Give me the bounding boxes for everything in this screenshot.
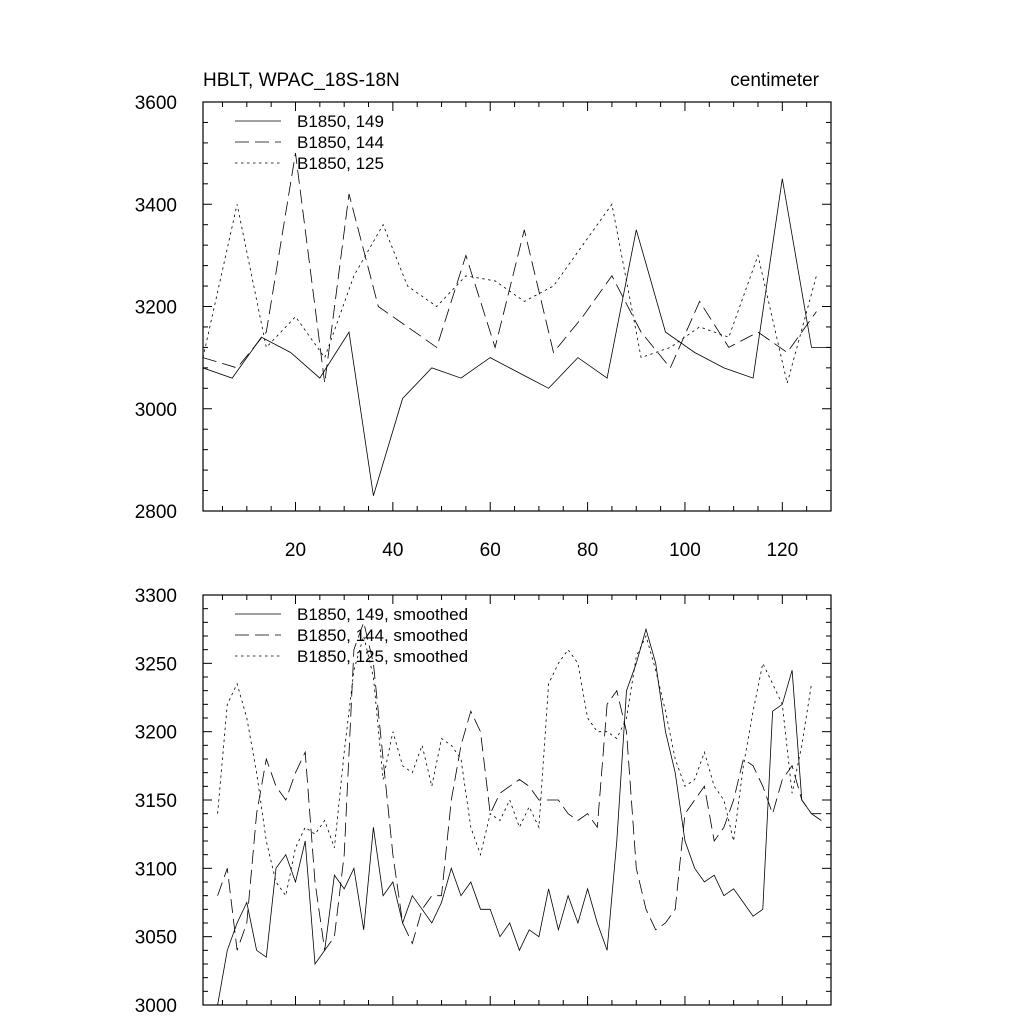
bottom-y-tick-label: 3150 — [134, 791, 177, 812]
top-chart-units: centimeter — [730, 70, 819, 91]
top-y-tick-label: 3000 — [134, 399, 177, 421]
bottom-panel — [135, 586, 831, 1017]
top-x-tick-label: 20 — [284, 540, 307, 561]
top-y-tick-label: 2800 — [134, 502, 177, 523]
top-y-tick-label: 3600 — [134, 93, 177, 114]
top-series-line-2 — [203, 153, 816, 383]
top-x-tick-label: 40 — [382, 540, 404, 561]
top-legend-label-1: B1850, 149 — [297, 112, 384, 131]
top-chart-title: HBLT, WPAC_18S-18N — [203, 70, 400, 91]
bottom-legend-label-2: B1850, 144, smoothed — [297, 626, 469, 645]
bottom-series-line-2 — [218, 622, 822, 950]
bottom-y-tick-label: 3250 — [134, 654, 177, 676]
bottom-legend-label-1: B1850, 149, smoothed — [297, 605, 469, 624]
top-series-line-1 — [203, 179, 831, 496]
top-panel — [135, 70, 831, 561]
top-legend-label-3: B1850, 125 — [297, 154, 384, 173]
top-legend-label-2: B1850, 144 — [297, 133, 384, 152]
top-y-tick-label: 3400 — [134, 195, 177, 217]
bottom-y-tick-label: 3200 — [134, 722, 177, 744]
top-x-tick-label: 100 — [669, 540, 701, 561]
bottom-y-tick-label: 3000 — [134, 996, 177, 1017]
top-y-tick-label: 3200 — [134, 297, 177, 319]
top-x-tick-label: 60 — [479, 540, 501, 561]
bottom-y-tick-label: 3300 — [134, 586, 177, 607]
bottom-y-tick-label: 3050 — [134, 927, 177, 949]
top-x-tick-label: 80 — [577, 540, 599, 561]
top-x-tick-label: 120 — [766, 540, 799, 561]
bottom-series-line-1 — [218, 629, 822, 1005]
bottom-legend-label-3: B1850, 125, smoothed — [297, 647, 469, 666]
bottom-y-tick-label: 3100 — [134, 859, 177, 881]
